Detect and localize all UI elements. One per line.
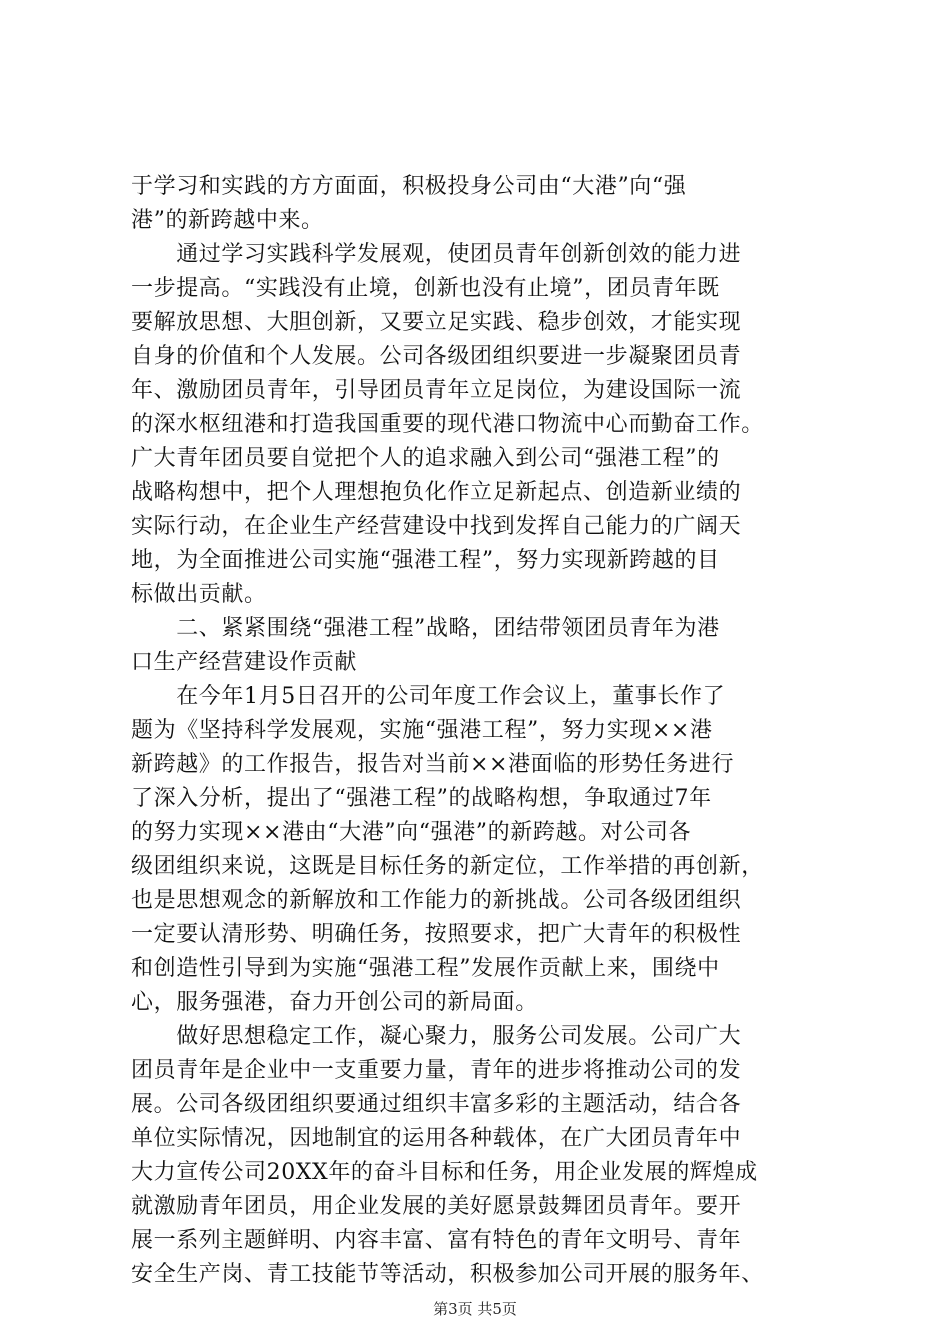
text-line: 战略构想中，把个人理想抱负化作立足新起点、创造新业绩的 bbox=[131, 480, 742, 505]
text-line: 大力宣传公司20XX年的奋斗目标和任务，用企业发展的辉煌成 bbox=[131, 1160, 758, 1185]
text-line: 地，为全面推进公司实施“强港工程”，努力实现新跨越的目 bbox=[131, 548, 720, 573]
text-line: 于学习和实践的方方面面，积极投身公司由“大港”向“强 bbox=[131, 174, 687, 199]
text-line: 安全生产岗、青工技能节等活动，积极参加公司开展的服务年、 bbox=[131, 1262, 764, 1287]
text-line: 要解放思想、大胆创新，又要立足实践、稳步创效，才能实现 bbox=[131, 310, 742, 335]
text-line: 在今年1月5日召开的公司年度工作会议上，董事长作了 bbox=[131, 684, 726, 709]
text-line: 实际行动，在企业生产经营建设中找到发挥自己能力的广阔天 bbox=[131, 514, 742, 539]
text-line: 广大青年团员要自觉把个人的追求融入到公司“强港工程”的 bbox=[131, 446, 720, 471]
text-line: 新跨越》的工作报告，报告对当前××港面临的形势任务进行 bbox=[131, 752, 735, 777]
page-footer: 第3页 共5页 bbox=[433, 1300, 517, 1318]
text-line: 做好思想稳定工作，凝心聚力，服务公司发展。公司广大 bbox=[131, 1024, 742, 1049]
text-line: 标做出贡献。 bbox=[131, 582, 267, 607]
text-line: 年、激励团员青年，引导团员青年立足岗位，为建设国际一流 bbox=[131, 378, 742, 403]
text-line: 就激励青年团员，用企业发展的美好愿景鼓舞团员青年。要开 bbox=[131, 1194, 742, 1219]
text-line: 展一系列主题鲜明、内容丰富、富有特色的青年文明号、青年 bbox=[131, 1228, 742, 1253]
text-line: 和创造性引导到为实施“强港工程”发展作贡献上来，围绕中 bbox=[131, 956, 720, 981]
text-line: 了深入分析，提出了“强港工程”的战略构想，争取通过7年 bbox=[131, 786, 712, 811]
text-line: 也是思想观念的新解放和工作能力的新挑战。公司各级团组织 bbox=[131, 888, 742, 913]
text-line: 自身的价值和个人发展。公司各级团组织要进一步凝聚团员青 bbox=[131, 344, 742, 369]
text-line: 心，服务强港，奋力开创公司的新局面。 bbox=[131, 990, 538, 1015]
text-line: 一步提高。“实践没有止境，创新也没有止境”，团员青年既 bbox=[131, 276, 720, 301]
text-line: 团员青年是企业中一支重要力量，青年的进步将推动公司的发 bbox=[131, 1058, 742, 1083]
text-line: 的深水枢纽港和打造我国重要的现代港口物流中心而勤奋工作。 bbox=[131, 412, 764, 437]
text-line: 港”的新跨越中来。 bbox=[131, 208, 324, 233]
text-line: 一定要认清形势、明确任务，按照要求，把广大青年的积极性 bbox=[131, 922, 742, 947]
text-line: 通过学习实践科学发展观，使团员青年创新创效的能力进 bbox=[131, 242, 742, 267]
text-line: 二、紧紧围绕“强港工程”战略，团结带领团员青年为港 bbox=[131, 616, 720, 641]
text-line: 展。公司各级团组织要通过组织丰富多彩的主题活动，结合各 bbox=[131, 1092, 742, 1117]
text-line: 单位实际情况，因地制宜的运用各种载体，在广大团员青年中 bbox=[131, 1126, 742, 1151]
text-line: 口生产经营建设作贡献 bbox=[131, 650, 358, 675]
document-body bbox=[131, 170, 831, 1292]
text-line: 的努力实现××港由“大港”向“强港”的新跨越。对公司各 bbox=[131, 820, 692, 845]
text-line: 题为《坚持科学发展观，实施“强港工程”，努力实现××港 bbox=[131, 718, 713, 743]
text-line: 级团组织来说，这既是目标任务的新定位，工作举措的再创新， bbox=[131, 854, 764, 879]
